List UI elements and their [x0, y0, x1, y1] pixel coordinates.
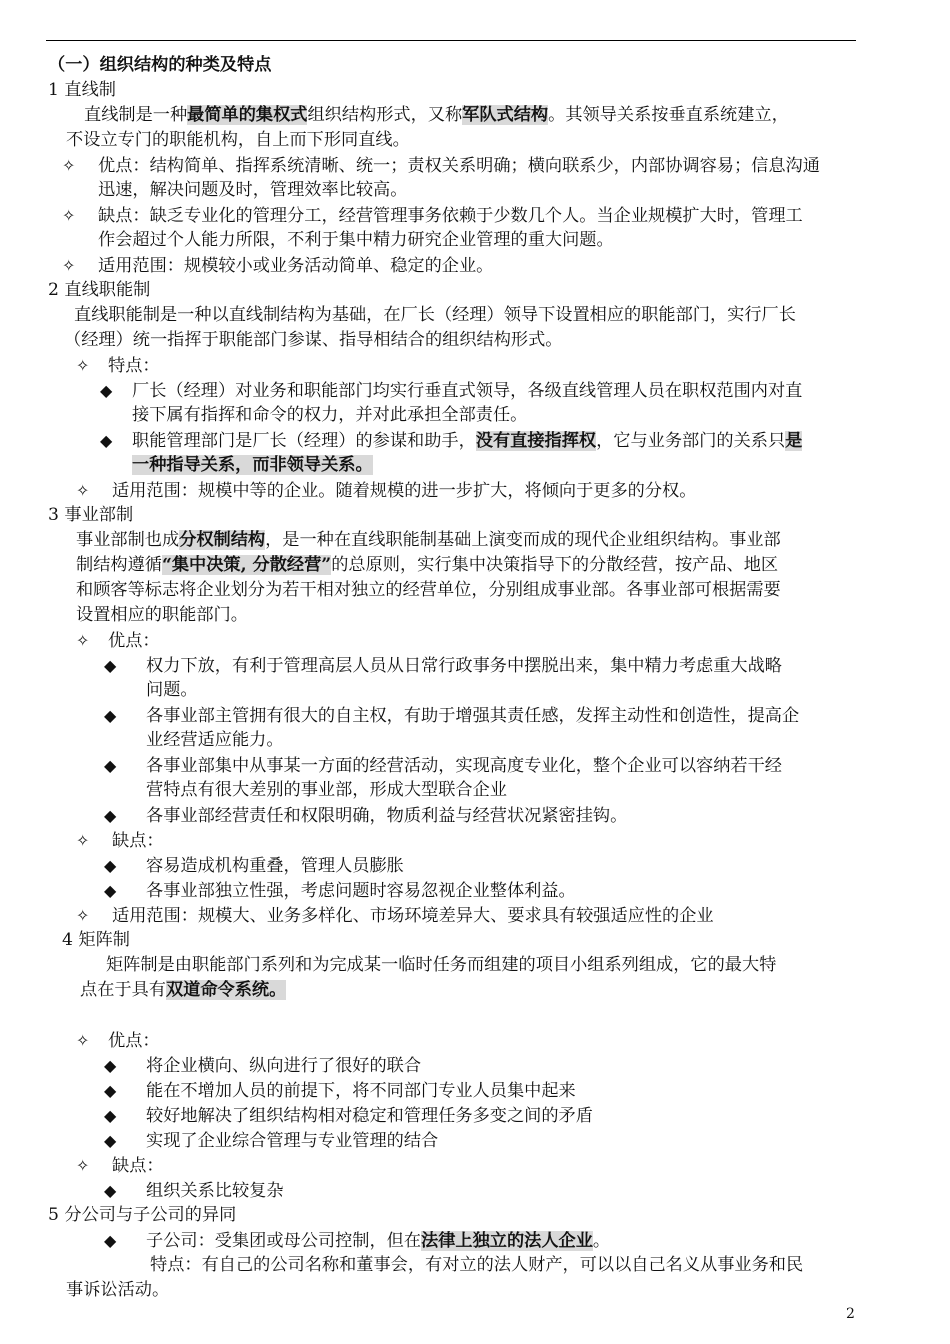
- s4-heading: 4 矩阵制: [62, 930, 130, 950]
- s1-advantages-line1: ✧ 优点：结构简单、指挥系统清晰、统一；责权关系明确；横向联系少，内部协调容易；信息沟通: [62, 153, 820, 178]
- s1-heading: 1 直线制: [48, 80, 116, 100]
- s2-heading: 2 直线职能制: [48, 280, 151, 300]
- s4-definition-line2: 点在于具有双道命令系统。: [80, 980, 287, 1000]
- s1-highlight-military: 军队式结构: [462, 105, 549, 125]
- s1-advantages-line2: 迅速，解决问题及时，管理效率比较高。: [98, 180, 408, 200]
- diamond-solid-icon: ◆: [104, 656, 117, 675]
- s4-disadvantages-label: ✧ 缺点：: [76, 1153, 164, 1178]
- s3-definition-line2: 制结构遵循“集中决策, 分散经营”的总原则，实行集中决策指导下的分散经营，按产品、地区: [76, 555, 779, 575]
- s4-advantage1: ◆ 将企业横向、纵向进行了很好的联合: [104, 1053, 421, 1078]
- diamond-outline-icon: ✧: [62, 206, 76, 225]
- diamond-solid-icon: ◆: [104, 1231, 117, 1250]
- s3-disadvantage2: ◆ 各事业部独立性强，考虑问题时容易忽视企业整体利益。: [104, 878, 576, 903]
- diamond-outline-icon: ✧: [76, 356, 90, 375]
- s3-scope: ✧ 适用范围：规模大、业务多样化、市场环境差异大、要求具有较强适应性的企业: [76, 903, 714, 928]
- s3-definition-line3: 和顾客等标志将企业划分为若干相对独立的经营单位，分别组成事业部。各事业部可根据需要: [76, 580, 781, 600]
- s3-disadvantage1: ◆ 容易造成机构重叠，管理人员膨胀: [104, 853, 404, 878]
- diamond-solid-icon: ◆: [104, 1131, 117, 1150]
- s3-advantage4: ◆ 各事业部经营责任和权限明确，物质利益与经营状况紧密挂钩。: [104, 803, 627, 828]
- diamond-outline-icon: ✧: [76, 1156, 90, 1175]
- s3-advantage1-line1: ◆ 权力下放，有利于管理高层人员从日常行政事务中摆脱出来，集中精力考虑重大战略: [104, 653, 782, 678]
- s2-feature2-line1: ◆ 职能管理部门是厂长（经理）的参谋和助手，没有直接指挥权，它与业务部门的关系只是: [100, 428, 802, 453]
- s3-advantage2-line2: 业经营适应能力。: [146, 730, 284, 750]
- s1-scope: ✧ 适用范围：规模较小或业务活动简单、稳定的企业。: [62, 253, 493, 278]
- s4-advantage3: ◆ 较好地解决了组织结构相对稳定和管理任务多变之间的矛盾: [104, 1103, 593, 1128]
- s3-heading: 3 事业部制: [48, 505, 134, 525]
- diamond-solid-icon: ◆: [104, 881, 117, 900]
- s2-highlight-no-command: 没有直接指挥权: [475, 431, 597, 451]
- s2-highlight-guidance: 一种指导关系，而非领导关系。: [132, 455, 373, 475]
- s1-disadvantages-line1: ✧ 缺点：缺乏专业化的管理分工，经营管理事务依赖于少数几个人。当企业规模扩大时，管理工: [62, 203, 803, 228]
- s2-feature1-line1: ◆ 厂长（经理）对业务和职能部门均实行垂直式领导，各级直线管理人员在职权范围内对直: [100, 378, 802, 403]
- s3-definition-line1: 事业部制也成分权制结构，是一种在直线职能制基础上演变而成的现代企业组织结构。事业部: [76, 530, 781, 550]
- diamond-solid-icon: ◆: [100, 381, 113, 400]
- diamond-solid-icon: ◆: [104, 806, 117, 825]
- header-rule: [46, 40, 856, 41]
- page-number: 2: [846, 1306, 855, 1322]
- s4-highlight-dual-command: 双道命令系统。: [165, 980, 287, 1000]
- s5-highlight-legal-entity: 法律上独立的法人企业: [421, 1231, 593, 1251]
- s2-features-label: ✧ 特点：: [76, 353, 160, 378]
- s4-disadvantage1: ◆ 组织关系比较复杂: [104, 1178, 284, 1203]
- s3-advantage3-line2: 营特点有很大差别的事业部，形成大型联合企业: [146, 780, 507, 800]
- s5-features-line2: 事诉讼活动。: [66, 1280, 170, 1300]
- diamond-solid-icon: ◆: [104, 1181, 117, 1200]
- diamond-outline-icon: ✧: [76, 481, 90, 500]
- s4-advantage4: ◆ 实现了企业综合管理与专业管理的结合: [104, 1128, 438, 1153]
- s3-definition-line4: 设置相应的职能部门。: [76, 605, 248, 625]
- s3-highlight-decentralized: 分权制结构: [179, 530, 266, 550]
- s2-definition-line1: 直线职能制是一种以直线制结构为基础，在厂长（经理）领导下设置相应的职能部门，实行厂长: [74, 305, 796, 325]
- s3-advantage2-line1: ◆ 各事业部主管拥有很大的自主权，有助于增强其责任感，发挥主动性和创造性，提高企: [104, 703, 799, 728]
- diamond-solid-icon: ◆: [104, 756, 117, 775]
- s2-definition-line2: （经理）统一指挥于职能部门参谋、指导相结合的组织结构形式。: [64, 330, 563, 350]
- s3-highlight-principle: “集中决策, 分散经营”: [161, 555, 332, 575]
- s1-highlight-centralized: 最简单的集权式: [187, 105, 308, 125]
- s4-advantages-label: ✧ 优点：: [76, 1028, 160, 1053]
- diamond-outline-icon: ✧: [62, 256, 76, 275]
- s4-definition-line1: 矩阵制是由职能部门系列和为完成某一临时任务而组建的项目小组系列组成，它的最大特: [106, 955, 777, 975]
- s2-scope: ✧ 适用范围：规模中等的企业。随着规模的进一步扩大，将倾向于更多的分权。: [76, 478, 696, 503]
- section-title: （一）组织结构的种类及特点: [48, 55, 272, 75]
- diamond-outline-icon: ✧: [76, 1031, 90, 1050]
- s1-definition-line1: 直线制是一种最简单的集权式组织结构形式，又称军队式结构。其领导关系按垂直系统建立，: [84, 105, 789, 125]
- s4-advantage2: ◆ 能在不增加人员的前提下，将不同部门专业人员集中起来: [104, 1078, 576, 1103]
- s3-advantage1-line2: 问题。: [146, 680, 198, 700]
- s1-definition-line2: 不设立专门的职能机构，自上而下形同直线。: [66, 130, 410, 150]
- s2-feature1-line2: 接下属有指挥和命令的权力，并对此承担全部责任。: [132, 405, 528, 425]
- s2-feature2-line2: [132, 453, 373, 478]
- s3-advantages-label: ✧ 优点：: [76, 628, 160, 653]
- diamond-solid-icon: ◆: [104, 706, 117, 725]
- diamond-solid-icon: ◆: [100, 431, 113, 450]
- diamond-outline-icon: ✧: [76, 906, 90, 925]
- s5-features-line1: 特点：有自己的公司名称和董事会，有对立的法人财产，可以以自己名义从事业务和民: [150, 1255, 804, 1275]
- s5-subsidiary: ◆ 子公司：受集团或母公司控制，但在法律上独立的法人企业。: [104, 1228, 610, 1253]
- diamond-solid-icon: ◆: [104, 856, 117, 875]
- diamond-outline-icon: ✧: [62, 156, 76, 175]
- s5-heading: 5 分公司与子公司的异同: [48, 1205, 237, 1225]
- diamond-solid-icon: ◆: [104, 1106, 117, 1125]
- s1-disadvantages-line2: 作会超过个人能力所限，不利于集中精力研究企业管理的重大问题。: [98, 230, 614, 250]
- diamond-solid-icon: ◆: [104, 1056, 117, 1075]
- diamond-outline-icon: ✧: [76, 631, 90, 650]
- s3-disadvantages-label: ✧ 缺点：: [76, 828, 164, 853]
- diamond-outline-icon: ✧: [76, 831, 90, 850]
- diamond-solid-icon: ◆: [104, 1081, 117, 1100]
- s3-advantage3-line1: ◆ 各事业部集中从事某一方面的经营活动，实现高度专业化，整个企业可以容纳若干经: [104, 753, 782, 778]
